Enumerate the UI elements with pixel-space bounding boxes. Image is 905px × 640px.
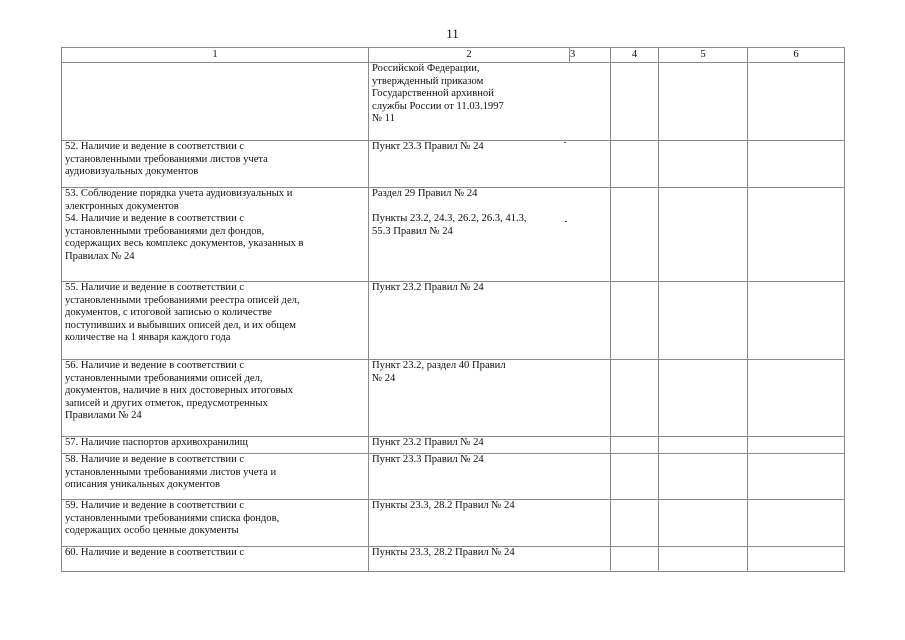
basis-cell: Раздел 29 Правил № 24 Пункты 23.2, 24.3, 26.2, 26.3, 41.3, 55.3 Правил № 24 bbox=[369, 188, 611, 282]
empty-cell bbox=[748, 141, 845, 188]
empty-cell bbox=[748, 188, 845, 282]
empty-cell bbox=[748, 360, 845, 437]
criterion-cell: 56. Наличие и ведение в соответствии с установленными требованиями описей дел, документов, наличие в них достоверных итоговых записей и других отметок, предусмотренных Правилами № 24 bbox=[62, 360, 369, 437]
empty-cell bbox=[659, 437, 748, 454]
basis-cell: Пункт 23.3 Правил № 24 bbox=[369, 454, 611, 500]
empty-cell bbox=[659, 63, 748, 141]
empty-cell bbox=[748, 547, 845, 572]
header-col-2-label: 2 bbox=[466, 49, 472, 60]
criterion-cell: 53. Соблюдение порядка учета аудиовизуальных и электронных документов 54. Наличие и ведение в соответствии с установленными требованиями дел фондов, содержащих весь комплекс документов, указанных в Правилах № 24 bbox=[62, 188, 369, 282]
empty-cell bbox=[748, 500, 845, 547]
empty-cell bbox=[611, 141, 659, 188]
header-col-3: 3 bbox=[570, 48, 611, 63]
criterion-cell bbox=[62, 63, 369, 141]
table-row bbox=[62, 500, 845, 547]
basis-cell: Пункт 23.2, раздел 40 Правил № 24 bbox=[369, 360, 611, 437]
basis-cell: Пункты 23.3, 28.2 Правил № 24 bbox=[369, 547, 611, 572]
basis-cell: Пункты 23.3, 28.2 Правил № 24 bbox=[369, 500, 611, 547]
empty-cell bbox=[659, 282, 748, 360]
criterion-cell: 60. Наличие и ведение в соответствии с bbox=[62, 547, 369, 572]
empty-cell bbox=[748, 63, 845, 141]
scan-speck bbox=[565, 221, 567, 222]
criterion-cell: 55. Наличие и ведение в соответствии с установленными требованиями реестра описей дел, документов, с итоговой записью о количестве поступивших и выбывших описей дел, и их общем количестве на 1 января каждого года bbox=[62, 282, 369, 360]
empty-cell bbox=[611, 282, 659, 360]
criterion-cell: 52. Наличие и ведение в соответствии с установленными требованиями листов учета аудиовизуальных документов bbox=[62, 141, 369, 188]
header-col-1: 1 bbox=[62, 48, 369, 63]
empty-cell bbox=[748, 454, 845, 500]
header-col-5: 5 bbox=[659, 48, 748, 63]
requirements-table bbox=[61, 47, 845, 572]
empty-cell bbox=[611, 437, 659, 454]
empty-cell bbox=[659, 188, 748, 282]
header-col-4: 4 bbox=[611, 48, 659, 63]
scan-speck bbox=[564, 142, 566, 143]
empty-cell bbox=[611, 188, 659, 282]
table-row bbox=[62, 547, 845, 572]
basis-cell: Российской Федерации, утвержденный приказом Государственной архивной службы России от 11.03.1997 № 11 bbox=[369, 63, 611, 141]
empty-cell bbox=[659, 360, 748, 437]
table-row bbox=[62, 188, 845, 282]
empty-cell bbox=[659, 141, 748, 188]
empty-cell bbox=[611, 454, 659, 500]
empty-cell bbox=[659, 454, 748, 500]
empty-cell bbox=[748, 437, 845, 454]
empty-cell bbox=[748, 282, 845, 360]
header-col-6: 6 bbox=[748, 48, 845, 63]
table-header-row bbox=[62, 48, 845, 63]
table-row bbox=[62, 63, 845, 141]
table-row bbox=[62, 282, 845, 360]
basis-cell: Пункт 23.2 Правил № 24 bbox=[369, 437, 611, 454]
criterion-cell: 57. Наличие паспортов архивохранилищ bbox=[62, 437, 369, 454]
empty-cell bbox=[611, 547, 659, 572]
table-row bbox=[62, 437, 845, 454]
header-col-2 bbox=[369, 48, 570, 63]
table-row bbox=[62, 141, 845, 188]
table-row bbox=[62, 454, 845, 500]
empty-cell bbox=[611, 500, 659, 547]
table-row bbox=[62, 360, 845, 437]
empty-cell bbox=[611, 63, 659, 141]
basis-cell: Пункт 23.3 Правил № 24 bbox=[369, 141, 611, 188]
empty-cell bbox=[659, 547, 748, 572]
empty-cell bbox=[659, 500, 748, 547]
page-number: 11 bbox=[446, 26, 459, 41]
criterion-cell: 58. Наличие и ведение в соответствии с установленными требованиями листов учета и описания уникальных документов bbox=[62, 454, 369, 500]
empty-cell bbox=[611, 360, 659, 437]
basis-cell: Пункт 23.2 Правил № 24 bbox=[369, 282, 611, 360]
criterion-cell: 59. Наличие и ведение в соответствии с установленными требованиями списка фондов, содержащих особо ценные документы bbox=[62, 500, 369, 547]
